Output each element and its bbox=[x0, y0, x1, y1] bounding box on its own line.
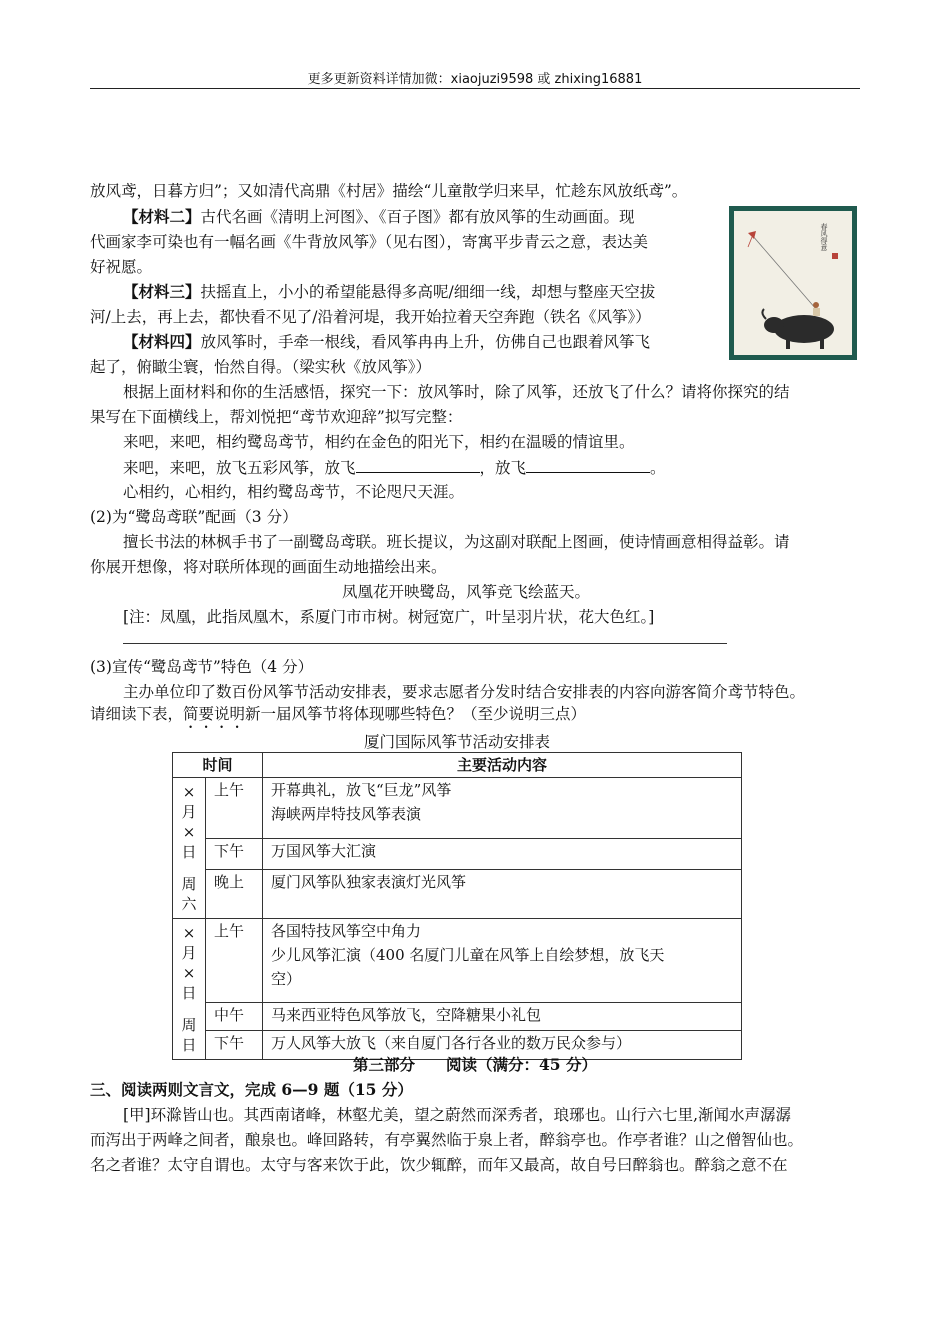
text-line: 名之者谁？太守自谓也。太守与客来饮于此，饮少辄醉，而年又最高，故自号曰醉翁也。醉翁之意不在 bbox=[90, 1156, 788, 1174]
text-line: 放风鸢，日暮方归”；又如清代高鼎《村居》描绘“儿童散学归来早，忙趁东风放纸鸢”。 bbox=[90, 182, 688, 200]
emphasized-text: 简要说明 bbox=[183, 705, 246, 723]
schedule-table bbox=[172, 752, 742, 1060]
header-content: 主要活动内容 bbox=[263, 753, 742, 778]
text-line: 你展开想像，将对联所体现的画面生动地描绘出来。 bbox=[90, 558, 447, 576]
table-row bbox=[173, 839, 742, 870]
answer-line[interactable] bbox=[123, 643, 727, 644]
answer-blank-2[interactable] bbox=[526, 456, 650, 473]
painting-image bbox=[729, 206, 857, 360]
time-cell: 晚上 bbox=[206, 869, 263, 918]
text-line: 河/上去，再上去，都快看不见了/沿着河堤，我开始拉着天空奔跑（铁名《风筝》） bbox=[90, 308, 651, 326]
painting-inscription: 春风得意 bbox=[820, 223, 828, 251]
table-row bbox=[173, 778, 742, 839]
question-3-title: (3)宣传“鹭岛鸢节”特色（4 分） bbox=[90, 658, 314, 676]
text-span: 请细读下表， bbox=[90, 705, 184, 723]
content-cell: 万人风筝大放飞（来自厦门各行各业的数万民众参与） bbox=[263, 1031, 742, 1060]
text-line: 好祝愿。 bbox=[90, 258, 153, 276]
text-line: [甲]环滁皆山也。其西南诸峰，林壑尤美，望之蔚然而深秀者，琅琊也。山行六七里,渐闻水声潺潺 bbox=[123, 1106, 792, 1124]
material-4-tag: 【材料四】 bbox=[123, 332, 201, 351]
question-2-title: (2)为“鹭岛鸢联”配画（3 分） bbox=[90, 508, 298, 526]
day-1-cell: × 月 × 日 周 六 bbox=[173, 778, 206, 919]
time-cell: 上午 bbox=[206, 919, 263, 1003]
text-line: 根据上面材料和你的生活感悟，探究一下：放风筝时，除了风筝，还放飞了什么？请将你探究的结 bbox=[123, 383, 790, 401]
text-line: 擅长书法的林枫手书了一副鹭岛鸢联。班长提议，为这副对联配上图画，使诗情画意相得益彰。请 bbox=[123, 533, 790, 551]
note: [注：凤凰，此指凤凰木，系厦门市市树。树冠宽广，叶呈羽片状，花大色红。] bbox=[123, 608, 655, 626]
material-3-line bbox=[123, 281, 655, 303]
text-span: 新一届风筝节将体现哪些特色？（至少说明三点） bbox=[245, 705, 587, 723]
content-cell: 开幕典礼，放飞“巨龙”风筝 海峡两岸特技风筝表演 bbox=[263, 778, 742, 839]
material-3-tag: 【材料三】 bbox=[123, 282, 201, 301]
material-4-line bbox=[123, 331, 650, 353]
couplet: 凤凰花开映鹭岛，风筝竞飞绘蓝天。 bbox=[342, 583, 591, 601]
material-2-tag: 【材料二】 bbox=[123, 207, 201, 226]
table-row bbox=[173, 869, 742, 918]
text-line: 来吧，来吧，相约鹭岛鸢节，相约在金色的阳光下，相约在温暖的情谊里。 bbox=[123, 433, 635, 451]
time-cell: 中午 bbox=[206, 1002, 263, 1031]
text-line: 果写在下面横线上，帮刘悦把“鸢节欢迎辞”拟写完整： bbox=[90, 408, 463, 426]
text-span: 扶摇直上，小小的希望能悬得多高呢/细细一线，却想与整座天空拔 bbox=[200, 283, 656, 301]
text-span: 古代名画《清明上河图》、《百子图》都有放风筝的生动画面。现 bbox=[200, 208, 635, 226]
content-cell: 万国风筝大汇演 bbox=[263, 839, 742, 870]
page-header: 更多更新资料详情加微：xiaojuzi9598 或 zhixing16881 bbox=[307, 72, 643, 87]
text-line: 起了，俯瞰尘寰，怡然自得。（梁实秋《放风筝》） bbox=[90, 358, 432, 376]
text-span: 。 bbox=[650, 459, 666, 477]
content-cell: 厦门风筝队独家表演灯光风筝 bbox=[263, 869, 742, 918]
header-rule bbox=[90, 88, 860, 89]
text-line bbox=[90, 703, 586, 732]
text-span: ，放飞 bbox=[479, 459, 527, 477]
part-3-title: 第三部分 阅读（满分：45 分） bbox=[353, 1055, 597, 1074]
header-time: 时间 bbox=[173, 753, 263, 778]
content-cell: 各国特技风筝空中角力 少儿风筝汇演（400 名厦门儿童在风筝上自绘梦想，放飞天 空） bbox=[263, 919, 742, 1003]
material-2-line bbox=[123, 206, 635, 228]
text-line: 主办单位印了数百份风筝节活动安排表，要求志愿者分发时结合安排表的内容向游客简介鸢节特色。 bbox=[123, 683, 806, 701]
answer-blank-1[interactable] bbox=[356, 456, 480, 473]
buffalo-kite-painting bbox=[734, 211, 852, 355]
content-cell: 马来西亚特色风筝放飞，空降糖果小礼包 bbox=[263, 1002, 742, 1031]
text-line: 代画家李可染也有一幅名画《牛背放风筝》（见右图），寄寓平步青云之意，表达美 bbox=[90, 233, 649, 251]
text-span: 放风筝时，手牵一根线，看风筝冉冉上升，仿佛自己也跟着风筝飞 bbox=[200, 333, 651, 351]
fill-in-line bbox=[123, 456, 666, 479]
table-row bbox=[173, 1002, 742, 1031]
time-cell: 上午 bbox=[206, 778, 263, 839]
text-line: 而泻出于两峰之间者，酿泉也。峰回路转，有亭翼然临于泉上者，醉翁亭也。作亭者谁？山之僧智仙也。 bbox=[90, 1131, 804, 1149]
time-cell: 下午 bbox=[206, 839, 263, 870]
table-title: 厦门国际风筝节活动安排表 bbox=[363, 733, 550, 751]
table-row bbox=[173, 919, 742, 1003]
day-2-cell: × 月 × 日 周 日 bbox=[173, 919, 206, 1060]
text-line: 心相约，心相约，相约鹭岛鸢节，不论咫尺天涯。 bbox=[123, 483, 465, 501]
text-span: 来吧，来吧，放飞五彩风筝，放飞 bbox=[123, 459, 356, 477]
time-cell: 下午 bbox=[206, 1031, 263, 1060]
section-heading: 三、阅读两则文言文，完成 6—9 题（15 分） bbox=[90, 1080, 413, 1099]
